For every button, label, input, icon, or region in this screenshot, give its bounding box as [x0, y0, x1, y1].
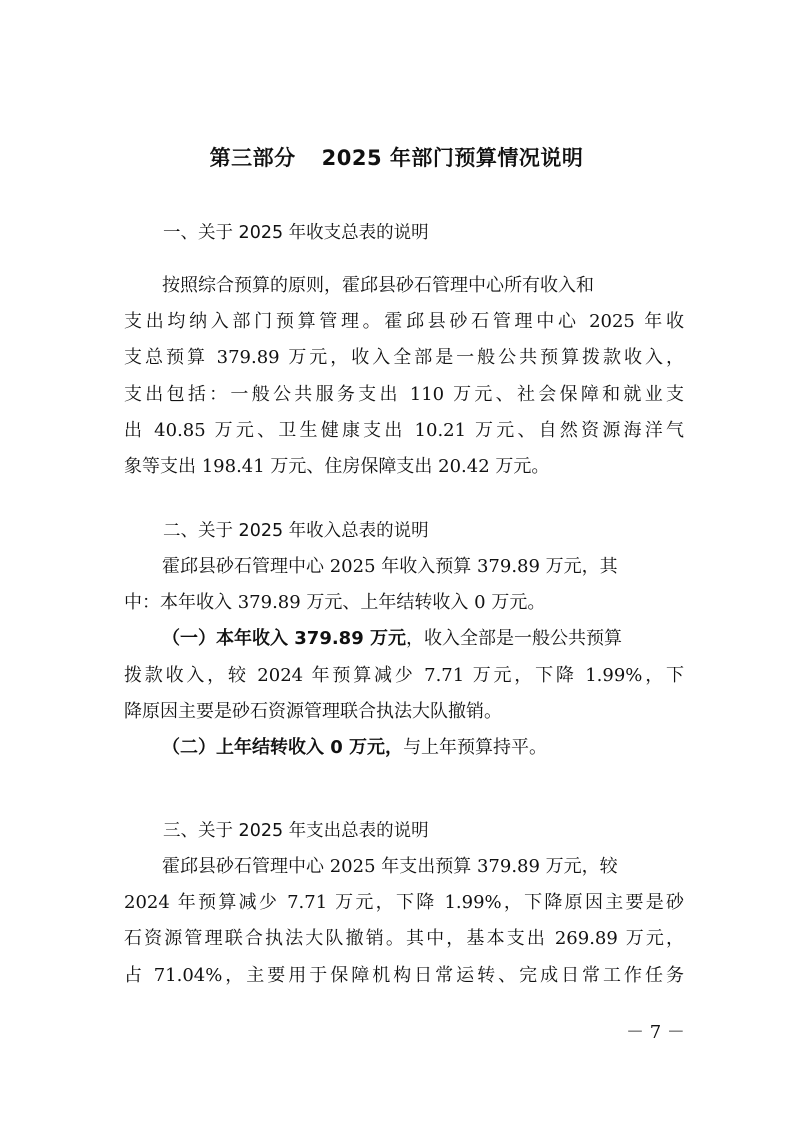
paragraph-line: 霍邱县砂石管理中心 2025 年支出预算 379.89 万元，较 — [162, 856, 618, 877]
paragraph-line: 按照综合预算的原则，霍邱县砂石管理中心所有收入和 — [162, 275, 594, 296]
paragraph-line: 石资源管理联合执法大队撤销。其中，基本支出 269.89 万元， — [124, 928, 684, 950]
title-text: 2025 年部门预算情况说明 — [321, 146, 584, 170]
page-number: － 7 － — [626, 1022, 685, 1043]
section-3-heading: 三、关于 2025 年支出总表的说明 — [163, 821, 429, 841]
section-2-heading: 二、关于 2025 年收入总表的说明 — [163, 521, 429, 541]
paragraph-line: 支总预算 379.89 万元，收入全部是一般公共预算拨款收入， — [124, 347, 684, 369]
section-2-body — [124, 549, 684, 766]
paragraph-line: 支出包括：一般公共服务支出 110 万元、社会保障和就业支 — [124, 383, 684, 405]
paragraph-line: 支出均纳入部门预算管理。霍邱县砂石管理中心 2025 年收 — [124, 311, 684, 333]
item-2-bold: （二）上年结转收入 0 万元， — [162, 737, 404, 759]
paragraph-line: 降原因主要是砂石资源管理联合执法大队撤销。 — [124, 700, 502, 722]
paragraph-line: 霍邱县砂石管理中心 2025 年收入预算 379.89 万元，其 — [162, 556, 618, 577]
paragraph-line: 象等支出 198.41 万元、住房保障支出 20.42 万元。 — [124, 456, 550, 478]
paragraph-line: 出 40.85 万元、卫生健康支出 10.21 万元、自然资源海洋气 — [124, 419, 684, 441]
item-2-line — [124, 730, 684, 766]
item-1-rest: ，收入全部是一般公共预算 — [406, 628, 622, 650]
item-1-bold: （一）本年收入 379.89 万元 — [162, 628, 406, 650]
section-1-body — [124, 268, 684, 485]
item-2-rest: 与上年预算持平。 — [403, 737, 548, 759]
paragraph-line: 2024 年预算减少 7.71 万元，下降 1.99%，下降原因主要是砂 — [124, 892, 684, 914]
item-1-first-line — [124, 621, 684, 657]
paragraph-line: 中：本年收入 379.89 万元、上年结转收入 0 万元。 — [124, 592, 546, 614]
section-1-heading: 一、关于 2025 年收支总表的说明 — [163, 223, 429, 243]
paragraph-line: 拨款收入，较 2024 年预算减少 7.71 万元，下降 1.99%，下 — [124, 664, 684, 686]
section-3-body — [124, 849, 684, 994]
title-part: 第三部分 — [209, 146, 296, 170]
page-title — [0, 142, 793, 172]
paragraph-line: 占 71.04%，主要用于保障机构日常运转、完成日常工作任务 — [124, 964, 684, 986]
